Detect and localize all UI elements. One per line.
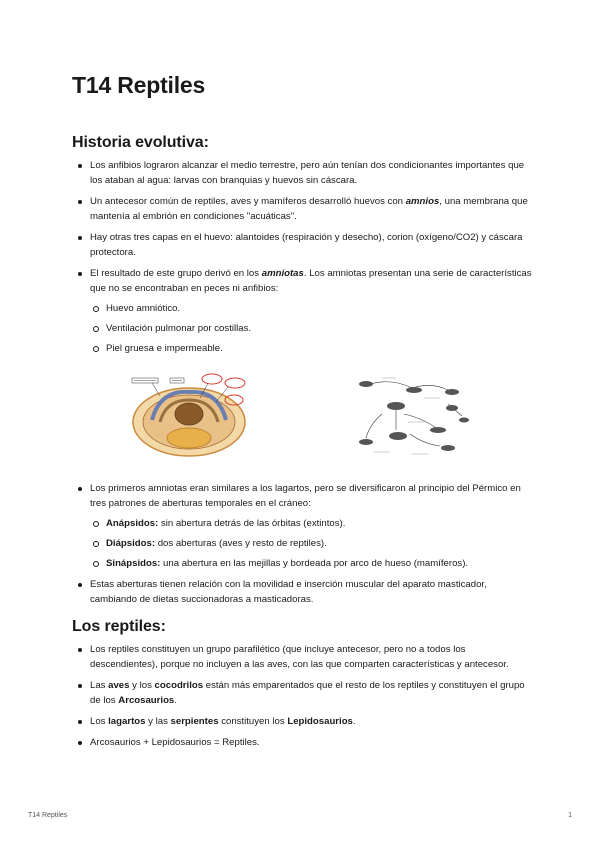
- emphasis-amniotas: amniotas: [261, 268, 304, 279]
- list-item: Las aves y los cocodrilos están más emparentados que el resto de los reptiles y constituyen el grupo de los Arcosaurios.: [72, 678, 532, 708]
- list-item: Los lagartos y las serpientes constituyen los Lepidosaurios.: [72, 714, 532, 729]
- list-item: Arcosaurios + Lepidosaurios = Reptiles.: [72, 735, 532, 750]
- amniotic-egg-figure: [130, 372, 248, 458]
- list-item: Hay otras tres capas en el huevo: alantoides (respiración y desecho), corion (oxígeno/CO2) y cáscara protectora.: [72, 230, 532, 260]
- sub-list-item: Ventilación pulmonar por costillas.: [90, 321, 532, 336]
- list-item: El resultado de este grupo derivó en los amniotas. Los amniotas presentan una serie de características que no se encontraban en peces ni anfibios: Huevo amniótico. Ventilación pulmonar por costillas. Piel gruesa e impermeable.: [72, 266, 532, 356]
- yolk-sac: [167, 428, 211, 448]
- bullet-list-historia: [72, 158, 532, 362]
- footer-doc-title: T14 Reptiles: [28, 812, 68, 819]
- sub-list-item: Piel gruesa e impermeable.: [90, 341, 532, 356]
- callout-circle: [202, 374, 222, 384]
- emphasis-amnios: amnios: [405, 196, 440, 207]
- section-heading-historia: Historia evolutiva:: [72, 134, 209, 151]
- sub-list-amniota-traits: [90, 301, 532, 356]
- embryo: [175, 403, 203, 425]
- sub-list-item: Huevo amniótico.: [90, 301, 532, 316]
- list-item: Los anfibios lograron alcanzar el medio terrestre, pero aún tenían dos condicionantes importantes que los ataban al agua: larvas con branquias y huevos sin cáscara.: [72, 158, 532, 188]
- page-title: T14 Reptiles: [72, 72, 206, 98]
- bullet-list-reptiles: [72, 642, 532, 756]
- sub-list-item: Anápsidos: sin abertura detrás de las órbitas (extintos).: [90, 516, 532, 531]
- sub-list-item: Diápsidos: dos aberturas (aves y resto de reptiles).: [90, 536, 532, 551]
- callout-circle: [225, 378, 245, 388]
- section-heading-reptiles: Los reptiles:: [72, 618, 166, 635]
- sub-list-skull-types: [90, 516, 532, 571]
- list-item: Un antecesor común de reptiles, aves y mamíferos desarrolló huevos con amnios, una membrana que mantenía al embrión en condiciones "acuáticas".: [72, 194, 532, 224]
- page-number: 1: [568, 812, 572, 819]
- sub-list-item: Sinápsidos: una abertura en las mejillas y bordeada por arco de hueso (mamíferos).: [90, 556, 532, 571]
- list-item: Los primeros amniotas eran similares a los lagartos, pero se diversificaron al principio del Pérmico en tres patrones de aberturas temporales en el cráneo: Anápsidos: sin abertura detrás de las órbitas (extintos). Diápsidos: dos aberturas (aves y resto de reptiles). Sinápsidos: una abertura en las mejillas y bordeada por arco de hueso (mamíferos).: [72, 481, 532, 571]
- list-item: Los reptiles constituyen un grupo parafilético (que incluye antecesor, pero no a todos los descendientes), porque no incluyen a las aves, con las que comparten características y antecesor.: [72, 642, 532, 672]
- bullet-list-skull-patterns: [72, 481, 532, 613]
- list-item: Estas aberturas tienen relación con la movilidad e inserción muscular del aparato masticador, cambiando de dietas succionadoras a masticadoras.: [72, 577, 532, 607]
- amniote-lineage-figure: [352, 374, 474, 458]
